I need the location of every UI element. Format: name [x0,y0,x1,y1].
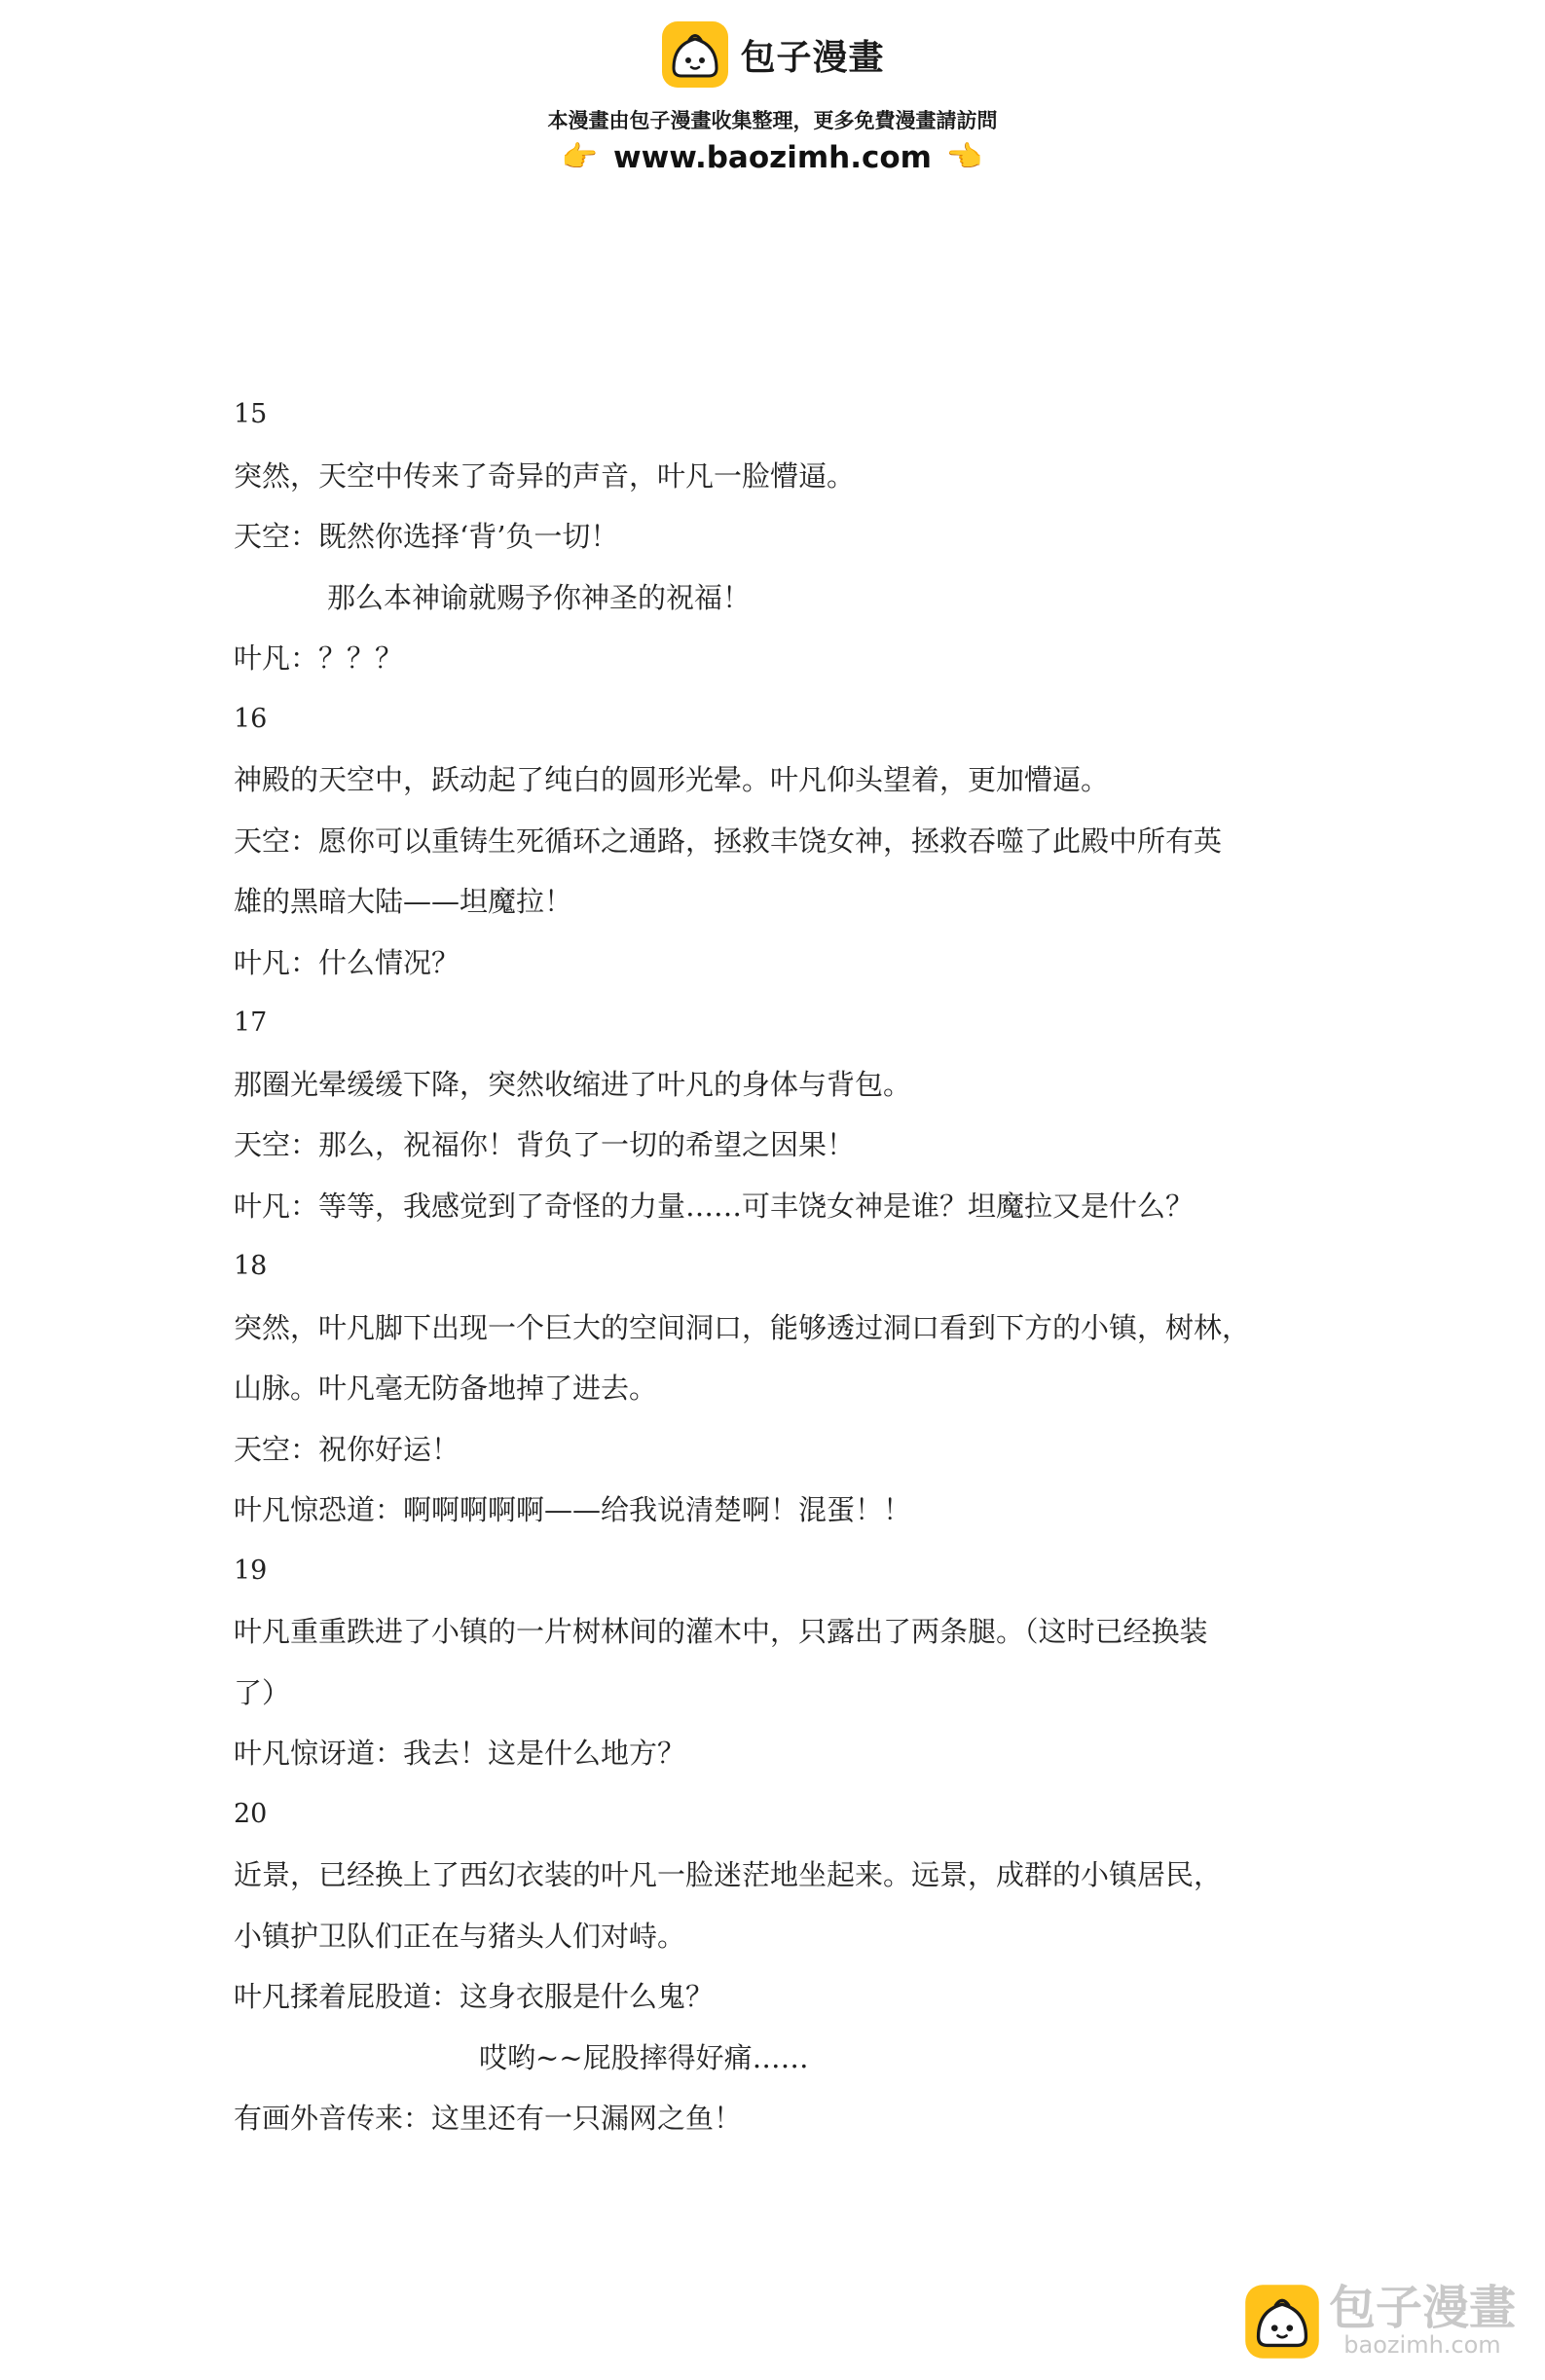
script-line: 叶凡惊恐道：啊啊啊啊啊——给我说清楚啊！混蛋！！ [234,1493,912,1526]
script-body [234,384,1324,2149]
script-line: 叶凡惊讶道：我去！这是什么地方？ [234,1737,686,1770]
script-line: 叶凡揉着屁股道：这身衣服是什么鬼？ [234,1980,715,2013]
script-line: 突然，叶凡脚下出现一个巨大的空间洞口，能够透过洞口看到下方的小镇，树林， [234,1310,1251,1344]
site-url-row[interactable] [0,140,1545,175]
script-line: 突然，天空中传来了奇异的声音，叶凡一脸懵逼。 [234,458,856,493]
logo-text: 包子漫畫 [740,37,885,78]
script-line: 天空：祝你好运！ [234,1432,460,1466]
script-line: 山脉。叶凡毫无防备地掉了进去。 [234,1372,658,1405]
script-line: 叶凡：什么情况？ [234,945,460,979]
script-line: 叶凡：等等，我感觉到了奇怪的力量……可丰饶女神是谁？坦魔拉又是什么？ [234,1189,1195,1223]
script-line: 有画外音传来：这里还有一只漏网之鱼！ [234,2102,743,2135]
pointing-hand-right-icon: 👉 [561,140,599,174]
watermark-text [1328,2280,1516,2360]
panel-number: 20 [234,1798,268,1829]
steamed-bun-icon [660,19,730,90]
logo[interactable] [0,19,1545,90]
site-notice: 本漫畫由包子漫畫收集整理，更多免費漫畫請訪問 [547,109,998,132]
panel-number: 16 [234,703,268,734]
script-line: 那么本神谕就赐予你神圣的祝福！ [327,580,752,614]
script-line: 叶凡重重跌进了小镇的一片树林间的灌木中，只露出了两条腿。（这时已经换装 [234,1615,1208,1648]
script-line: 雄的黑暗大陆——坦魔拉！ [234,885,573,918]
script-line: 近景，已经换上了西幻衣装的叶凡一脸迷茫地坐起来。远景，成群的小镇居民， [234,1858,1223,1891]
script-line: 天空：那么，祝福你！背负了一切的希望之因果！ [234,1128,856,1161]
script-line: 天空：愿你可以重铸生死循环之通路，拯救丰饶女神，拯救吞噬了此殿中所有英 [234,824,1223,858]
script-line: 了） [234,1675,291,1709]
script-line: 叶凡：？？？ [234,641,404,675]
script-line: 天空：既然你选择‘背’负一切！ [234,520,619,553]
script-line: 那圈光晕缓缓下降，突然收缩进了叶凡的身体与背包。 [234,1067,912,1101]
panel-number: 17 [234,1007,268,1038]
panel-number: 18 [234,1251,268,1281]
watermark [1243,2280,1516,2361]
panel-number: 15 [234,399,268,429]
site-url-link[interactable]: www.baozimh.com [613,140,932,175]
panel-number: 19 [234,1555,268,1586]
script-line: 神殿的天空中，跃动起了纯白的圆形光晕。叶凡仰头望着，更加懵逼。 [234,763,1110,796]
steamed-bun-icon [1243,2283,1321,2361]
watermark-title: 包子漫畫 [1328,2280,1516,2335]
site-header [0,19,1545,175]
script-line: 哎哟~~屁股摔得好痛…… [479,2040,809,2074]
watermark-url: baozimh.com [1343,2330,1501,2359]
pointing-hand-left-icon: 👉 [946,140,984,174]
script-line: 小镇护卫队们正在与猪头人们对峙。 [234,1919,686,1953]
